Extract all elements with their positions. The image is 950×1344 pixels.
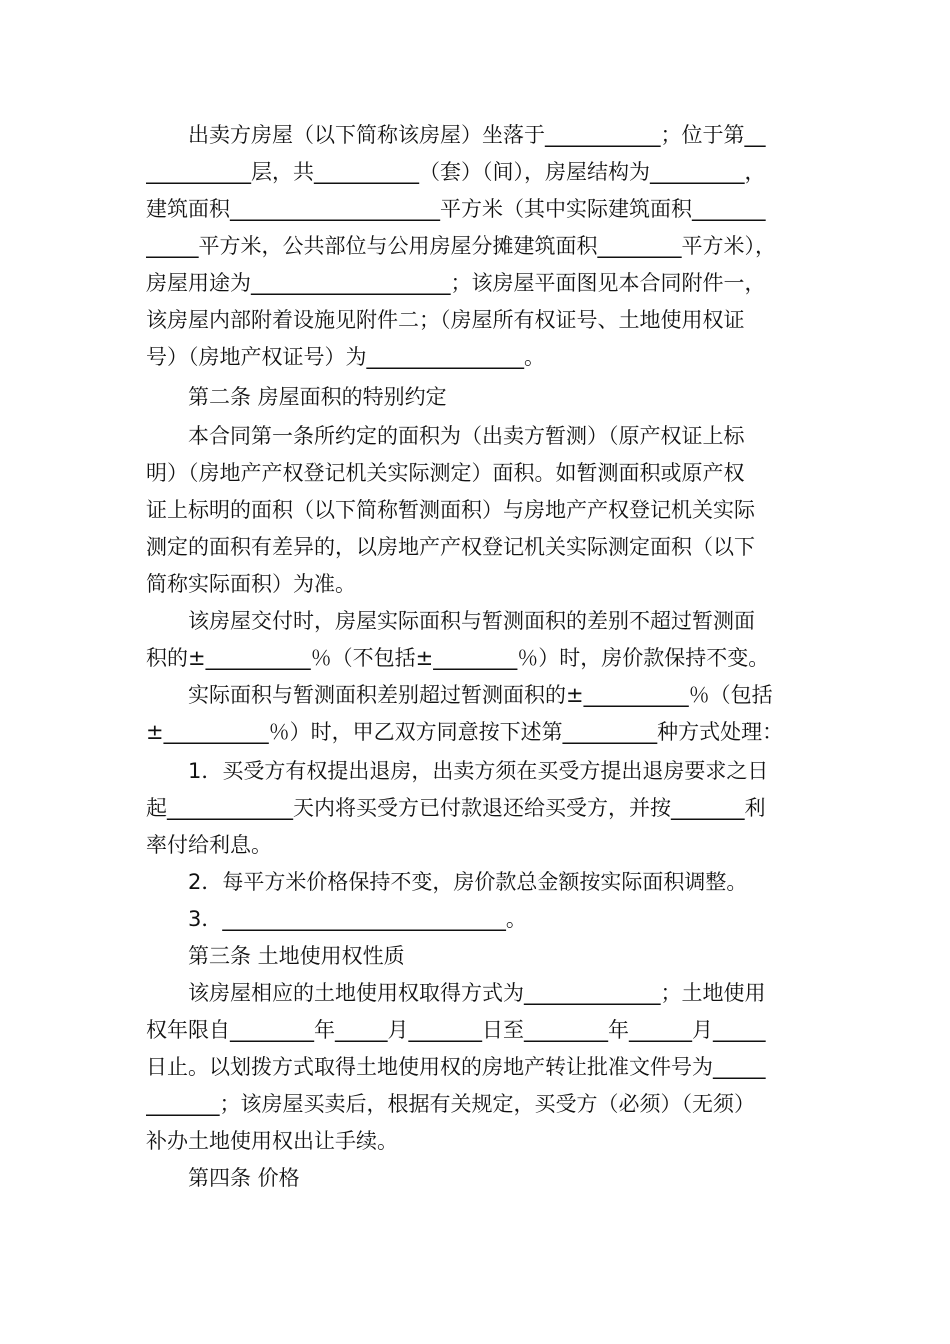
paragraph-line: 建筑面积____________________平方米（其中实际建筑面积_______ xyxy=(146,197,766,221)
paragraph-line: 积的±__________％（不包括±________％）时，房价款保持不变。 xyxy=(146,646,770,670)
section-heading: 第四条 价格 xyxy=(146,1166,300,1190)
paragraph-line: 该房屋相应的土地使用权取得方式为_____________；土地使用 xyxy=(146,981,766,1005)
paragraph-line: 证上标明的面积（以下简称暂测面积）与房地产产权登记机关实际 xyxy=(146,498,755,522)
paragraph-line: 率付给利息。 xyxy=(146,833,272,857)
paragraph-line: 测定的面积有差异的，以房地产产权登记机关实际测定面积（以下 xyxy=(146,535,755,559)
paragraph-line: __________层，共__________（套）（间），房屋结构为_________， xyxy=(146,160,766,184)
paragraph-line: 本合同第一条所约定的面积为（出卖方暂测）（原产权证上标 xyxy=(146,424,745,448)
list-item: 1．买受方有权提出退房，出卖方须在买受方提出退房要求之日 xyxy=(146,759,769,783)
paragraph-line: 权年限自________年_____月_______日至________年______月_____ xyxy=(146,1018,766,1042)
list-item: 3．___________________________。 xyxy=(146,907,527,931)
paragraph-line: 实际面积与暂测面积差别超过暂测面积的±__________％（包括 xyxy=(146,683,773,707)
paragraph-line: 补办土地使用权出让手续。 xyxy=(146,1129,398,1153)
paragraph-line: 日止。以划拨方式取得土地使用权的房地产转让批准文件号为_____ xyxy=(146,1055,766,1079)
section-heading: 第三条 土地使用权性质 xyxy=(146,944,405,968)
paragraph-line: 出卖方房屋（以下简称该房屋）坐落于___________；位于第__ xyxy=(146,123,766,147)
paragraph-line: 该房屋交付时，房屋实际面积与暂测面积的差别不超过暂测面 xyxy=(146,609,755,633)
paragraph-line: _____平方米，公共部位与公用房屋分摊建筑面积________平方米）， xyxy=(146,234,776,258)
section-heading: 第二条 房屋面积的特别约定 xyxy=(146,385,447,409)
paragraph-line: 起____________天内将买受方已付款退还给买受方，并按_______利 xyxy=(146,796,766,820)
paragraph-line: _______；该房屋买卖后，根据有关规定，买受方（必须）（无须） xyxy=(146,1092,755,1116)
list-item: 2．每平方米价格保持不变，房价款总金额按实际面积调整。 xyxy=(146,870,748,894)
paragraph-line: 该房屋内部附着设施见附件二；（房屋所有权证号、土地使用权证 xyxy=(146,308,745,332)
paragraph-line: 简称实际面积）为准。 xyxy=(146,572,356,596)
paragraph-line: 明）（房地产产权登记机关实际测定）面积。如暂测面积或原产权 xyxy=(146,461,745,485)
paragraph-line: 房屋用途为___________________；该房屋平面图见本合同附件一， xyxy=(146,271,766,295)
paragraph-line: ±__________％）时，甲乙双方同意按下述第_________种方式处理： xyxy=(146,720,784,744)
paragraph-line: 号）（房地产权证号）为_______________。 xyxy=(146,345,545,369)
